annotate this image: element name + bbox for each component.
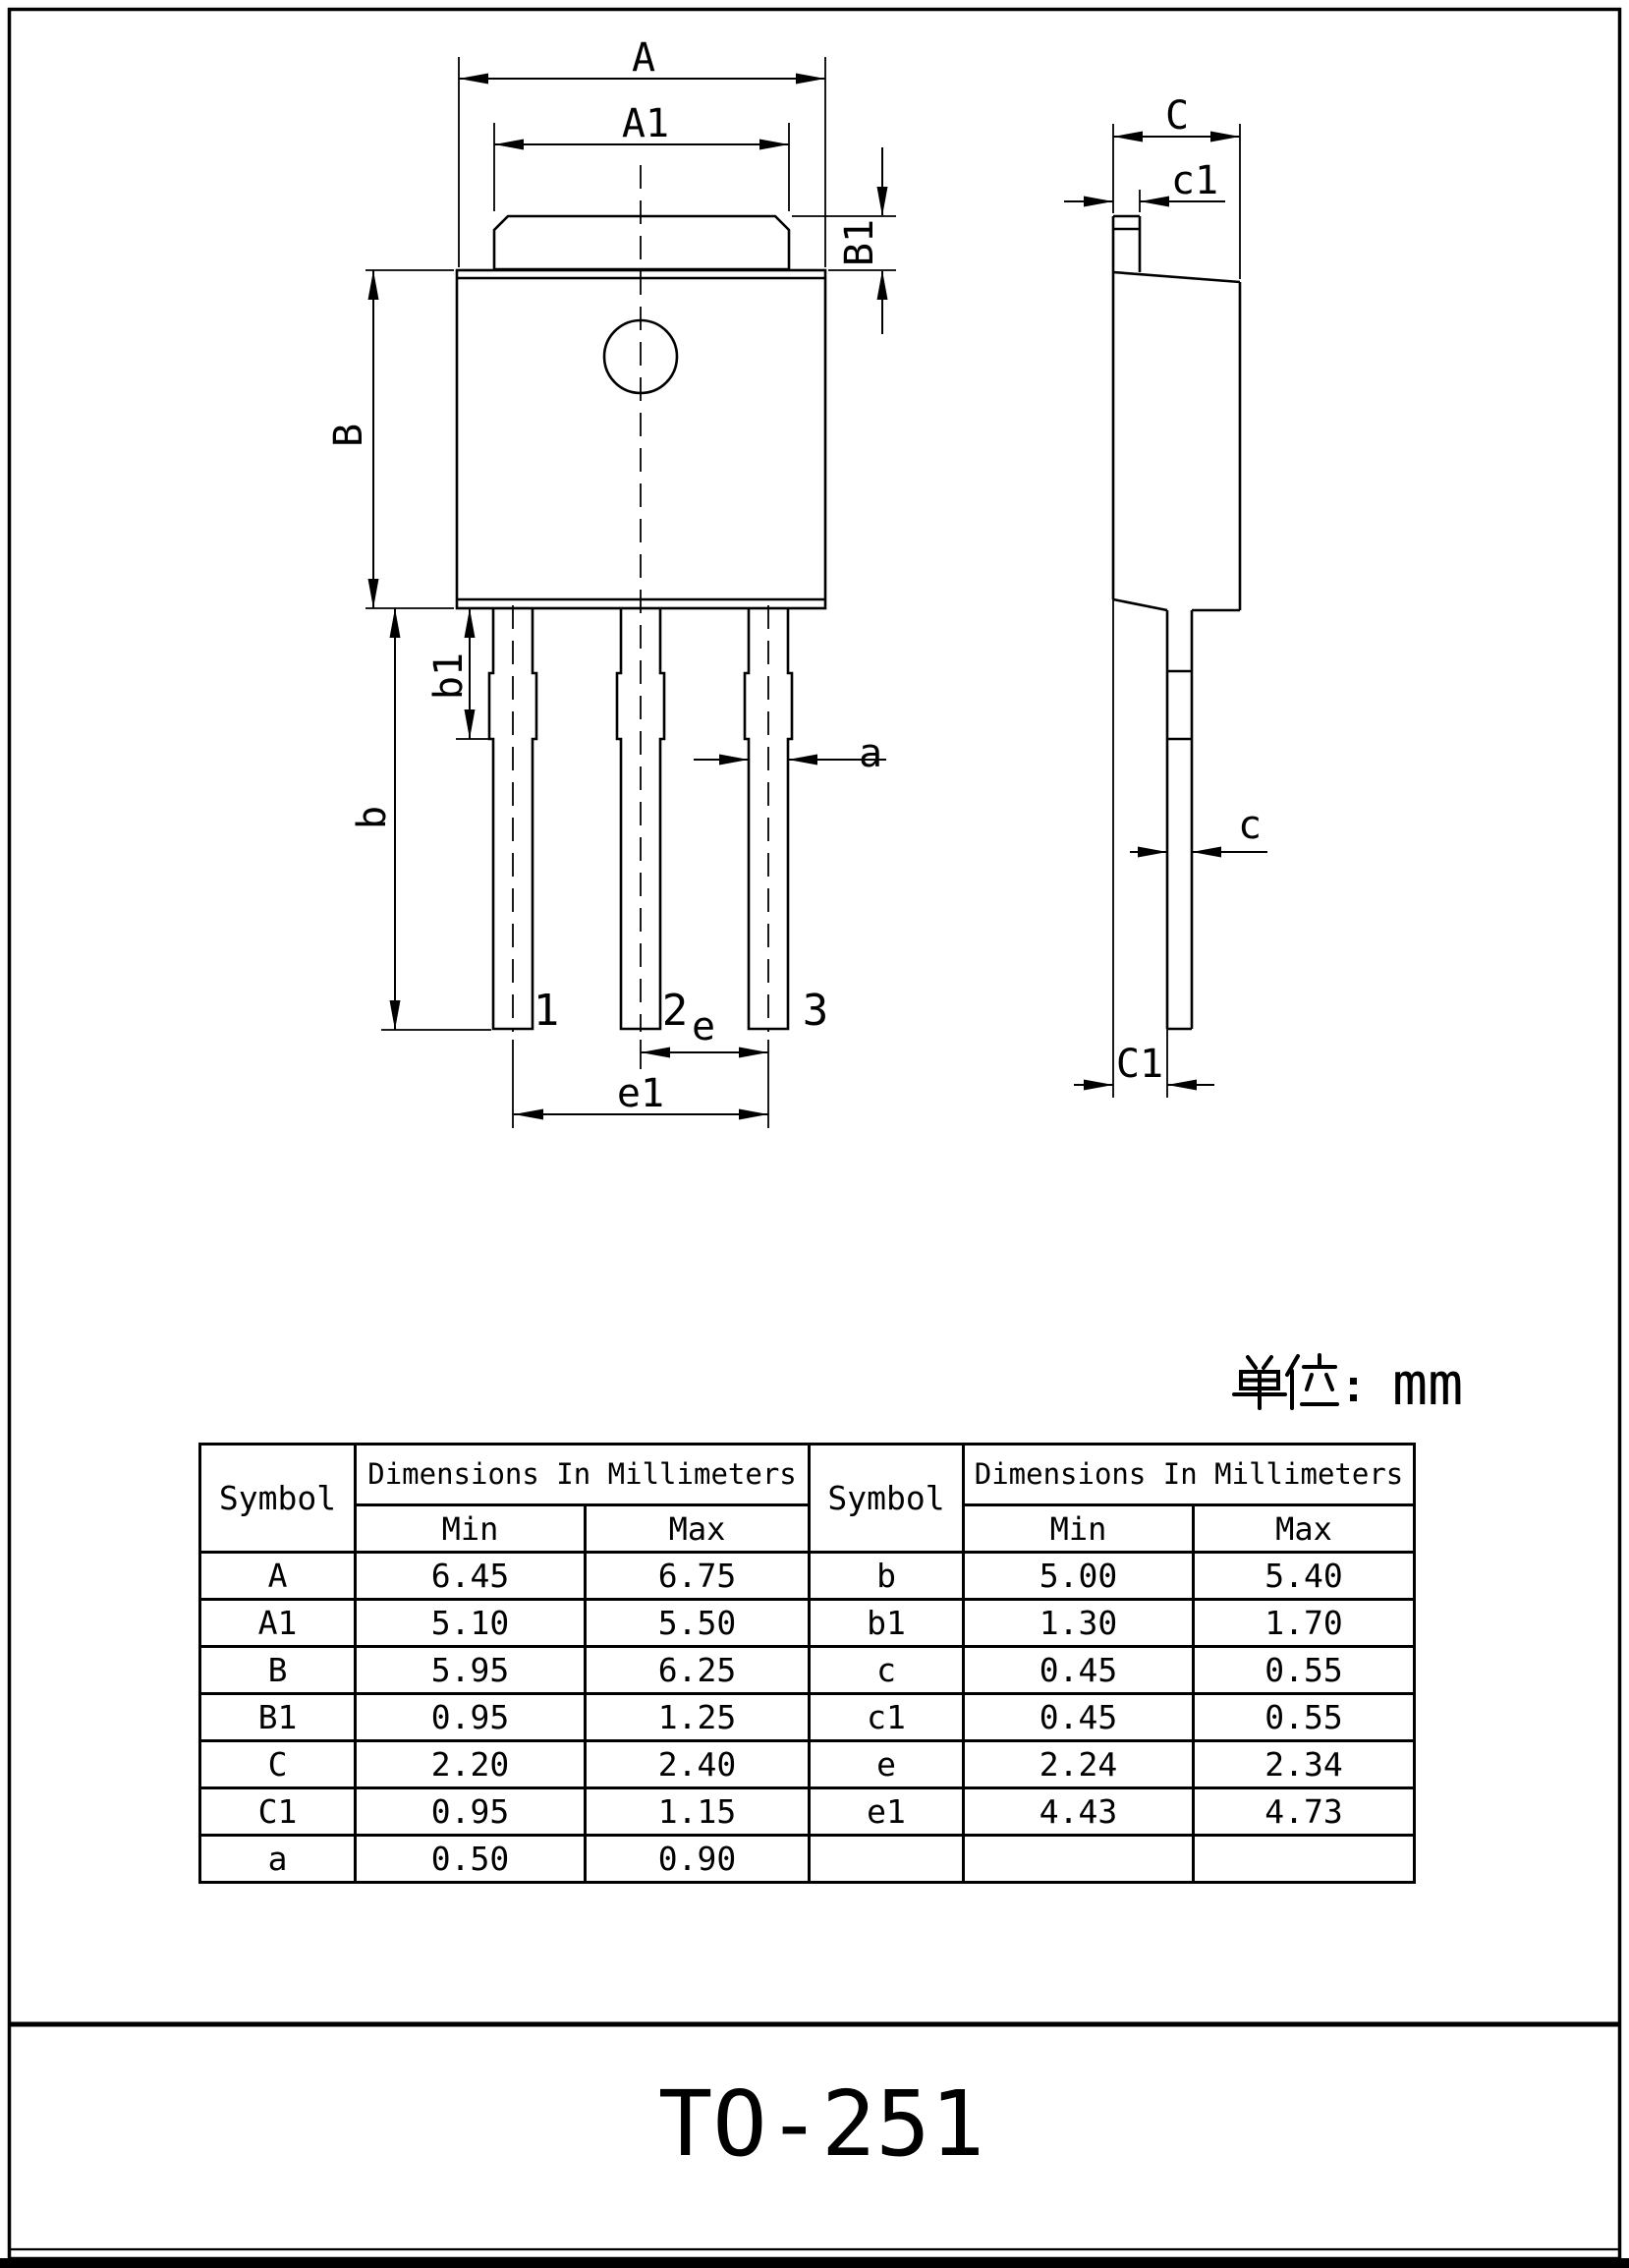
symbol-cell: b1 (810, 1600, 964, 1647)
max-value-cell: 2.40 (586, 1741, 810, 1788)
arrow-A1-right (759, 140, 789, 150)
dimension-table (198, 1443, 1416, 1884)
label-A1: A1 (621, 101, 670, 146)
label-c1: c1 (1170, 158, 1219, 203)
label-e: e (691, 1004, 716, 1049)
max-value-cell: 5.40 (1194, 1553, 1415, 1600)
arrow-b-down (390, 1000, 401, 1030)
arrow-C1-right (1084, 1080, 1113, 1091)
arrow-c1-left (1140, 197, 1169, 207)
table-header-row-2 (200, 1505, 1415, 1553)
label-C1: C1 (1115, 1042, 1164, 1087)
arrow-a-right (719, 755, 749, 765)
table-row (200, 1647, 1415, 1694)
symbol-cell: e (810, 1741, 964, 1788)
label-A: A (631, 35, 656, 81)
symbol-cell: A1 (200, 1600, 356, 1647)
min-value-cell: 0.45 (964, 1647, 1194, 1694)
arrow-e1-left (514, 1109, 543, 1120)
symbol-cell: c (810, 1647, 964, 1694)
label-a: a (858, 731, 883, 776)
arrow-e1-right (739, 1109, 768, 1120)
dimension-labels (326, 35, 1262, 1116)
min-value-cell: 0.45 (964, 1694, 1194, 1741)
arrow-c1-right (1084, 197, 1113, 207)
arrow-a-left (788, 755, 817, 765)
min-value-cell: 2.20 (356, 1741, 586, 1788)
left-dims-header: Dimensions In Millimeters (356, 1445, 810, 1505)
symbol-cell: b (810, 1553, 964, 1600)
bottom-edge-band (0, 2258, 1629, 2268)
table-row (200, 1553, 1415, 1600)
max-value-cell (1194, 1836, 1415, 1883)
pin-2-number: 2 (661, 986, 689, 1036)
min-value-cell: 5.00 (964, 1553, 1194, 1600)
right-dims-header: Dimensions In Millimeters (964, 1445, 1415, 1505)
label-B: B (326, 423, 371, 448)
table-row (200, 1600, 1415, 1647)
unit-value: mm (1392, 1350, 1464, 1419)
symbol-cell: C (200, 1741, 356, 1788)
unit-label-cjk-strokes (1234, 1355, 1337, 1408)
table-row (200, 1694, 1415, 1741)
cjk-dan-stroke (1248, 1357, 1256, 1368)
arrow-C-right (1210, 132, 1240, 142)
min-value-cell: 0.95 (356, 1694, 586, 1741)
label-b: b (350, 805, 395, 830)
arrow-B1-down (877, 187, 888, 216)
table-row (200, 1741, 1415, 1788)
dimension-table-body (200, 1553, 1415, 1883)
side-view-part (1113, 216, 1240, 1029)
cjk-wei-stroke (1307, 1375, 1312, 1389)
outer-border (10, 10, 1620, 2259)
body-side-top-slope (1113, 272, 1240, 282)
arrow-C1-left (1167, 1080, 1197, 1091)
min-value-cell: 5.10 (356, 1600, 586, 1647)
min-value-cell: 5.95 (356, 1647, 586, 1694)
max-value-cell: 1.15 (586, 1788, 810, 1836)
right-max-header: Max (1194, 1505, 1415, 1553)
table-header-row-1 (200, 1445, 1415, 1505)
left-min-header: Min (356, 1505, 586, 1553)
tab-front (494, 216, 789, 269)
table-row (200, 1788, 1415, 1836)
symbol-cell: B (200, 1647, 356, 1694)
right-min-header: Min (964, 1505, 1194, 1553)
sheet-border (9, 10, 1620, 2259)
symbol-cell (810, 1836, 964, 1883)
max-value-cell: 1.70 (1194, 1600, 1415, 1647)
max-value-cell: 1.25 (586, 1694, 810, 1741)
symbol-cell: a (200, 1836, 356, 1883)
arrow-B-down (368, 579, 379, 608)
arrow-e-left (641, 1048, 670, 1058)
symbol-cell: e1 (810, 1788, 964, 1836)
arrow-A-left (459, 74, 488, 85)
dimension-arrowheads (368, 74, 1241, 1120)
arrow-B-up (368, 270, 379, 300)
pin-3-number: 3 (802, 986, 829, 1036)
min-value-cell: 0.95 (356, 1788, 586, 1836)
body-side-bottom-slope (1113, 599, 1167, 610)
symbol-cell: B1 (200, 1694, 356, 1741)
max-value-cell: 0.55 (1194, 1694, 1415, 1741)
unit-colon-dot (1350, 1378, 1357, 1385)
max-value-cell: 4.73 (1194, 1788, 1415, 1836)
arrow-c-left (1192, 847, 1221, 858)
right-symbol-header: Symbol (810, 1445, 964, 1553)
max-value-cell: 0.90 (586, 1836, 810, 1883)
package-title: TO-251 (657, 2071, 985, 2177)
arrow-A1-left (494, 140, 524, 150)
symbol-cell: c1 (810, 1694, 964, 1741)
arrow-c-right (1138, 847, 1167, 858)
left-max-header: Max (586, 1505, 810, 1553)
extension-lines (365, 57, 1240, 1128)
symbol-cell: C1 (200, 1788, 356, 1836)
min-value-cell: 0.50 (356, 1836, 586, 1883)
symbol-cell: A (200, 1553, 356, 1600)
arrow-b1-up (465, 608, 476, 638)
max-value-cell: 2.34 (1194, 1741, 1415, 1788)
unit-colon-dot (1350, 1394, 1357, 1401)
arrow-b1-down (465, 709, 476, 739)
table-row (200, 1836, 1415, 1883)
max-value-cell: 0.55 (1194, 1647, 1415, 1694)
label-C: C (1164, 93, 1190, 139)
label-c: c (1237, 803, 1263, 848)
arrow-e-right (739, 1048, 768, 1058)
min-value-cell: 1.30 (964, 1600, 1194, 1647)
left-symbol-header: Symbol (200, 1445, 356, 1553)
arrow-b-up (390, 608, 401, 638)
dimension-lines (373, 79, 1267, 1114)
unit-note (1234, 1350, 1463, 1419)
cjk-wei-stroke (1326, 1375, 1332, 1389)
arrow-C-left (1113, 132, 1143, 142)
max-value-cell: 5.50 (586, 1600, 810, 1647)
min-value-cell: 4.43 (964, 1788, 1194, 1836)
arrow-A-right (796, 74, 825, 85)
pin-1-number: 1 (533, 986, 560, 1036)
min-value-cell: 2.24 (964, 1741, 1194, 1788)
cjk-dan-stroke (1264, 1357, 1271, 1368)
min-value-cell: 6.45 (356, 1553, 586, 1600)
label-B1: B1 (837, 218, 882, 267)
max-value-cell: 6.25 (586, 1647, 810, 1694)
max-value-cell: 6.75 (586, 1553, 810, 1600)
min-value-cell (964, 1836, 1194, 1883)
label-b1: b1 (426, 652, 472, 701)
arrow-B1-up (877, 270, 888, 300)
label-e1: e1 (616, 1071, 665, 1116)
